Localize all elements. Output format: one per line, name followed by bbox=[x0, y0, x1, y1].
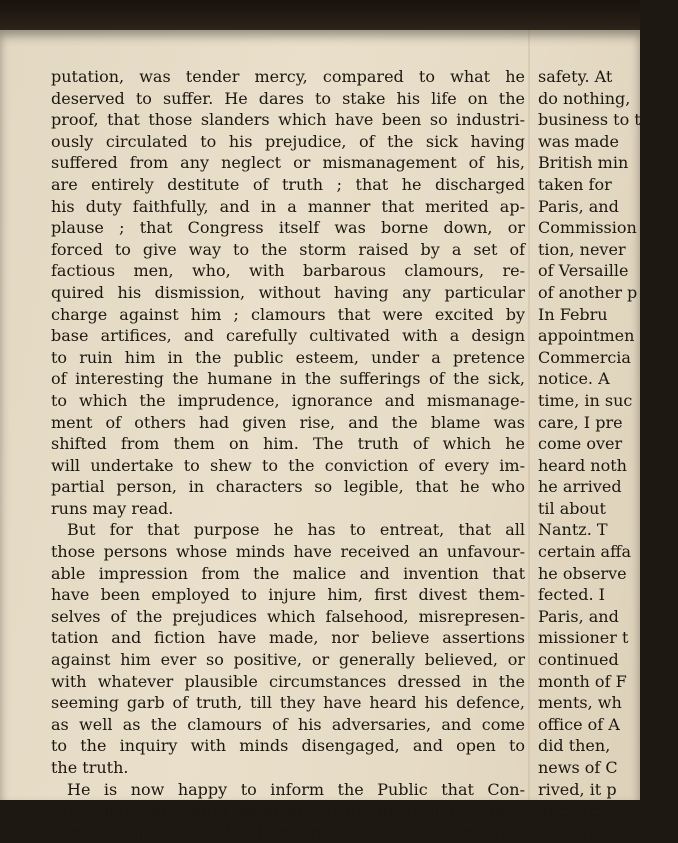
text-line: heard noth bbox=[538, 455, 627, 475]
text-line: will undertake to shew to the conviction of every im- bbox=[51, 455, 525, 475]
text-line: gress have at length been at leisure to attend to him, bbox=[51, 801, 525, 821]
text-line: have been employed to injure him, first divest them- bbox=[51, 585, 525, 605]
text-line: rived, it p bbox=[538, 779, 617, 799]
text-line: he arrived bbox=[538, 477, 622, 497]
text-line: able impression from the malice and invention that bbox=[51, 563, 525, 583]
text-line: certain affa bbox=[538, 542, 631, 562]
text-line: fected. I bbox=[538, 585, 605, 605]
text-line: He is now happy to inform the Public that Con- bbox=[67, 779, 525, 799]
text-line: with whatever plausible circumstances dressed in the bbox=[51, 671, 525, 691]
text-line: as well as the clamours of his adversaries, and come bbox=[51, 714, 525, 734]
right-text-column bbox=[538, 66, 678, 843]
text-line: he observe bbox=[538, 563, 627, 583]
text-line: his duty faithfully, and in a manner that merited ap- bbox=[51, 196, 525, 216]
text-line: of Versaille bbox=[538, 261, 629, 281]
text-line: factious men, who, with barbarous clamours, re- bbox=[51, 261, 525, 281]
text-line: are entirely destitute of truth ; that he discharged bbox=[51, 174, 525, 194]
text-line: to the inquiry with minds disengaged, and open to bbox=[51, 736, 525, 756]
text-line: charge against him ; clamours that were excited by bbox=[51, 304, 525, 324]
text-line: base artifices, and carefully cultivated with a design bbox=[51, 326, 525, 346]
text-line: Paris, and bbox=[538, 196, 619, 216]
text-line: ment of others had given rise, and the blame was bbox=[51, 412, 525, 432]
text-line: Paris, and bbox=[538, 606, 619, 626]
text-line: of another p bbox=[538, 282, 638, 302]
text-line: did then, bbox=[538, 736, 611, 756]
left-text-column bbox=[51, 66, 525, 843]
newspaper-page bbox=[0, 30, 641, 842]
text-line: partial person, in characters so legible, that he who bbox=[51, 477, 525, 497]
text-line: shifted from them on him. The truth of which he bbox=[51, 434, 525, 454]
text-line: do nothing, bbox=[538, 88, 631, 108]
text-line: of interesting the humane in the sufferings of the sick, bbox=[51, 369, 525, 389]
text-line: and Politi bbox=[538, 822, 615, 842]
text-line: business to t bbox=[538, 110, 641, 130]
text-line: was made bbox=[538, 131, 619, 151]
text-line: suffered from any neglect or mismanagement of his, bbox=[51, 153, 525, 173]
text-line: notice. A bbox=[538, 369, 610, 389]
text-line: month of F bbox=[538, 671, 627, 691]
text-line: missioner t bbox=[538, 628, 629, 648]
column-gutter bbox=[528, 30, 530, 800]
text-line: runs may read. bbox=[51, 498, 174, 518]
text-line: the truth. bbox=[51, 758, 129, 777]
text-line: taken for bbox=[538, 174, 612, 194]
text-line: come over bbox=[538, 434, 623, 454]
text-line: selves of the prejudices which falsehood, misrepresen- bbox=[51, 606, 525, 626]
text-line: office of A bbox=[538, 714, 620, 734]
text-line: forced to give way to the storm raised by a set of bbox=[51, 239, 525, 259]
text-line: ments, wh bbox=[538, 693, 622, 713]
text-line: But for that purpose he has to entreat, that all bbox=[67, 520, 525, 540]
text-line: Nantz. T bbox=[538, 520, 608, 540]
text-line: British min bbox=[538, 153, 629, 173]
text-line: to which the imprudence, ignorance and mismanage- bbox=[51, 390, 525, 410]
text-line: those persons whose minds have received an unfavour- bbox=[51, 542, 525, 562]
text-line: In Febru bbox=[538, 304, 608, 324]
text-line: against him ever so positive, or generally believed, or bbox=[51, 650, 525, 670]
text-line: Commission bbox=[538, 218, 637, 238]
text-line: and has appointed the Honourable Messieurs Drayton, bbox=[51, 822, 525, 842]
text-line: care, I pre bbox=[538, 412, 623, 432]
text-line: appointmen bbox=[538, 326, 635, 346]
text-line: plause ; that Congress itself was borne down, or bbox=[51, 218, 525, 238]
text-line: seeming garb of truth, till they have heard his defence, bbox=[51, 693, 525, 713]
text-line: tation and fiction have made, nor believe assertions bbox=[51, 628, 525, 648]
text-line: Commercia bbox=[538, 347, 631, 367]
text-line: and, amo bbox=[538, 801, 613, 821]
text-line: proof, that those slanders which have been so industri- bbox=[51, 110, 525, 130]
text-line: continued bbox=[538, 650, 619, 670]
text-line: quired his dismission, without having any particular bbox=[51, 282, 525, 302]
text-line: deserved to suffer. He dares to stake his life on the bbox=[51, 88, 525, 108]
text-line: news of C bbox=[538, 758, 618, 777]
text-line: to ruin him in the public esteem, under a pretence bbox=[51, 347, 525, 367]
text-line: ously circulated to his prejudice, of the sick having bbox=[51, 131, 525, 151]
text-line: time, in suc bbox=[538, 390, 633, 410]
text-line: tion, never bbox=[538, 239, 626, 259]
text-line: safety. At bbox=[538, 67, 613, 86]
text-line: til about bbox=[538, 498, 606, 518]
text-line: putation, was tender mercy, compared to what he bbox=[51, 67, 525, 86]
